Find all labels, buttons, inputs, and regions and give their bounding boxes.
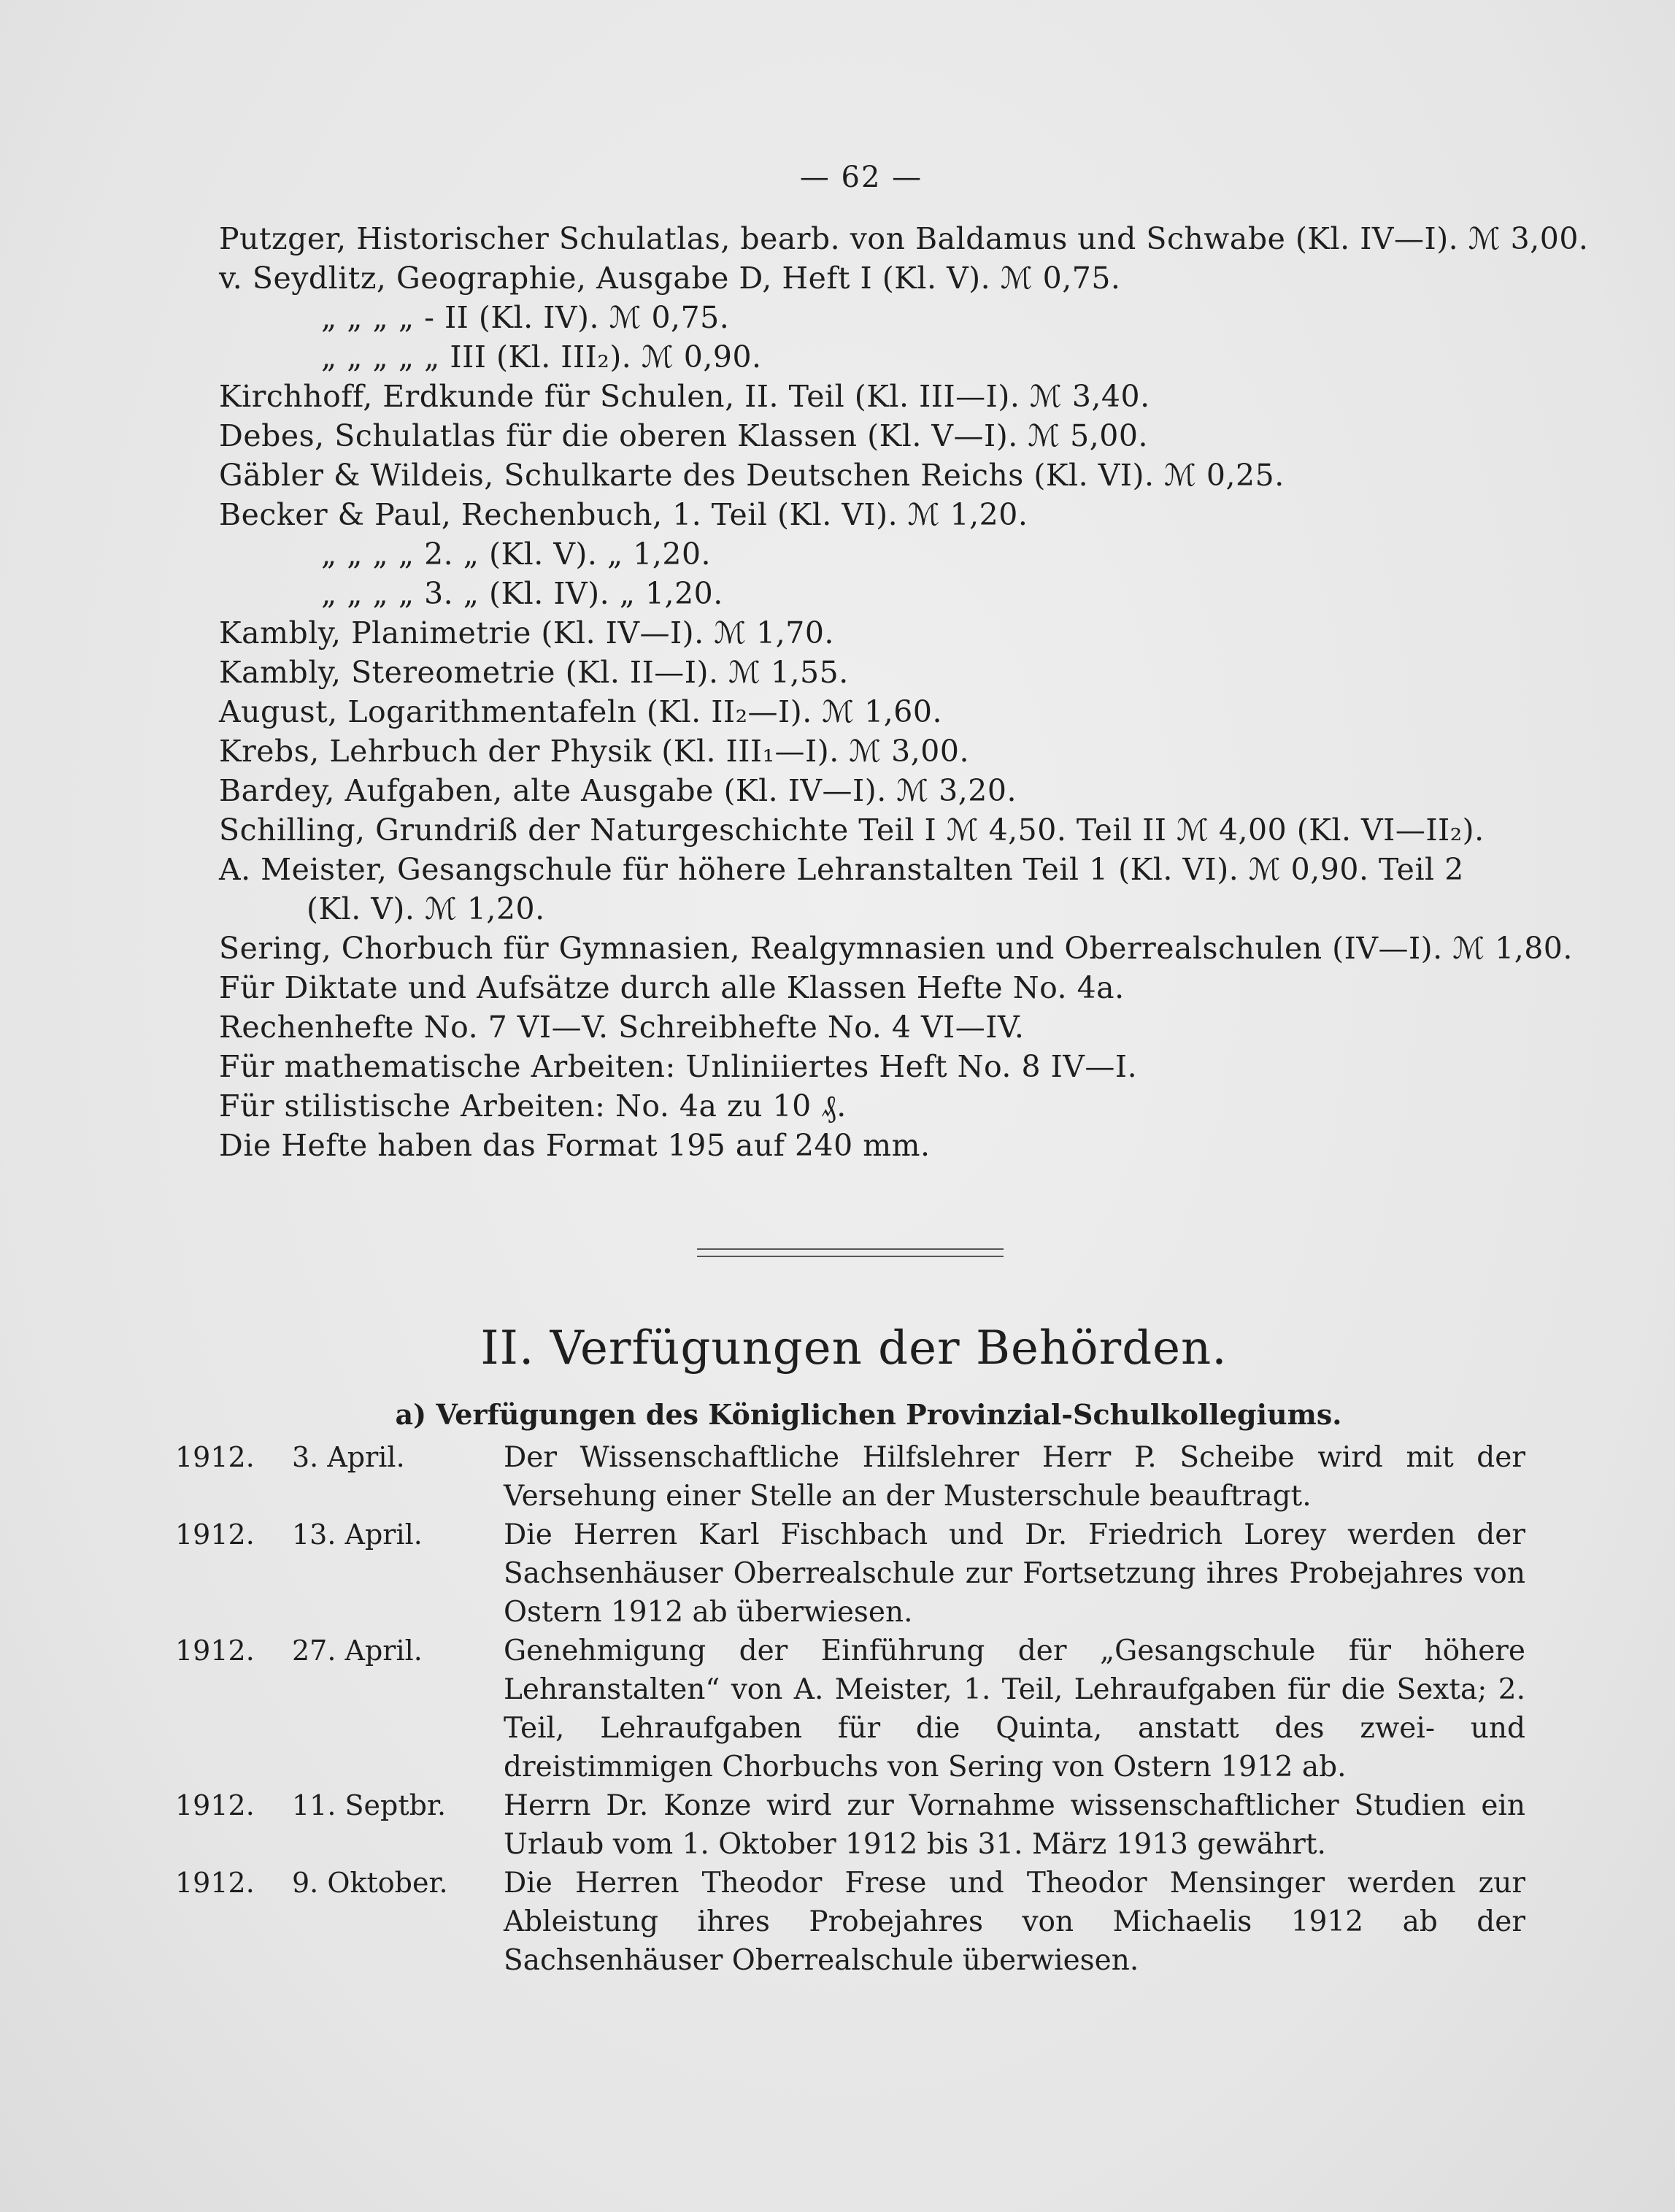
- decree-year: 1912.: [175, 1867, 255, 1899]
- decree-date: 3. April.: [292, 1441, 405, 1473]
- book-list-line: Für mathematische Arbeiten: Unliniiertes Heft No. 8 IV—I.: [219, 1049, 1138, 1084]
- decree-entry: [175, 1632, 1525, 1786]
- decree-date: 13. April.: [292, 1518, 423, 1551]
- book-list-line: Kambly, Stereometrie (Kl. II—I). ℳ 1,55.: [219, 655, 849, 690]
- section-divider: [697, 1248, 1004, 1257]
- subsection-title: a) Verfügungen des Königlichen Provinzial-Schulkollegiums.: [395, 1398, 1342, 1431]
- decree-entry: [175, 1438, 1525, 1516]
- decree-date: 9. Oktober.: [292, 1867, 448, 1899]
- book-list-line: Kambly, Planimetrie (Kl. IV—I). ℳ 1,70.: [219, 615, 834, 650]
- book-list-line: v. Seydlitz, Geographie, Ausgabe D, Heft I (Kl. V). ℳ 0,75.: [219, 261, 1121, 296]
- decree-text: Genehmigung der Einführung der „Gesangschule für höhere Lehranstalten“ von A. Meister, 1. Teil, Lehraufgaben für die Sexta; 2. Teil, Lehraufgaben für die Quinta, anstatt des zwei- und dreistimmigen Chorbuchs von Sering von Ostern 1912 ab.: [504, 1635, 1525, 1783]
- book-list: [219, 219, 1589, 1165]
- decree-year: 1912.: [175, 1635, 255, 1667]
- decree-text: Herrn Dr. Konze wird zur Vornahme wissenschaftlicher Studien ein Urlaub vom 1. Oktober 1912 bis 31. März 1913 gewährt.: [504, 1789, 1525, 1861]
- decree-text: Die Herren Karl Fischbach und Dr. Friedrich Lorey werden der Sachsenhäuser Oberrealschule zur Fortsetzung ihres Probejahres von Ostern 1912 ab überwiesen.: [504, 1518, 1525, 1629]
- book-list-line: A. Meister, Gesangschule für höhere Lehranstalten Teil 1 (Kl. VI). ℳ 0,90. Teil 2: [219, 852, 1464, 887]
- book-list-line: Rechenhefte No. 7 VI—V. Schreibhefte No. 4 VI—IV.: [219, 1010, 1025, 1045]
- decree-year: 1912.: [175, 1518, 255, 1551]
- book-list-line: Die Hefte haben das Format 195 auf 240 mm.: [219, 1128, 931, 1163]
- book-list-line: Für stilistische Arbeiten: No. 4a zu 10 ₰.: [219, 1088, 847, 1124]
- book-list-line: Krebs, Lehrbuch der Physik (Kl. III₁—I). ℳ 3,00.: [219, 734, 969, 769]
- book-list-line: August, Logarithmentafeln (Kl. II₂—I). ℳ 1,60.: [219, 694, 942, 729]
- decree-list: [175, 1438, 1525, 1980]
- decree-year: 1912.: [175, 1441, 255, 1473]
- decree-text: Der Wissenschaftliche Hilfslehrer Herr P. Scheibe wird mit der Versehung einer Stelle an der Musterschule beauftragt.: [504, 1441, 1525, 1513]
- decree-date: 11. Septbr.: [292, 1789, 447, 1821]
- book-list-line: Gäbler & Wildeis, Schulkarte des Deutschen Reichs (Kl. VI). ℳ 0,25.: [219, 458, 1285, 493]
- book-list-line: Kirchhoff, Erdkunde für Schulen, II. Teil (Kl. III—I). ℳ 3,40.: [219, 379, 1150, 414]
- book-list-line: Schilling, Grundriß der Naturgeschichte Teil I ℳ 4,50. Teil II ℳ 4,00 (Kl. VI—II₂).: [219, 813, 1485, 848]
- page-number: — 62 —: [799, 161, 923, 194]
- book-list-line: Bardey, Aufgaben, alte Ausgabe (Kl. IV—I). ℳ 3,20.: [219, 773, 1017, 808]
- decree-date: 27. April.: [292, 1635, 423, 1667]
- book-list-line: „ „ „ „ - II (Kl. IV). ℳ 0,75.: [321, 300, 730, 335]
- book-list-line: Für Diktate und Aufsätze durch alle Klassen Hefte No. 4a.: [219, 970, 1125, 1005]
- book-list-line: Putzger, Historischer Schulatlas, bearb. von Baldamus und Schwabe (Kl. IV—I). ℳ 3,00.: [219, 221, 1589, 256]
- section-title: II. Verfügungen der Behörden.: [480, 1321, 1228, 1375]
- decree-year: 1912.: [175, 1789, 255, 1821]
- decree-entry: [175, 1864, 1525, 1980]
- book-list-line: Sering, Chorbuch für Gymnasien, Realgymnasien und Oberrealschulen (IV—I). ℳ 1,80.: [219, 931, 1573, 966]
- decree-entry: [175, 1516, 1525, 1632]
- book-list-line: Becker & Paul, Rechenbuch, 1. Teil (Kl. VI). ℳ 1,20.: [219, 497, 1028, 532]
- decree-entry: [175, 1786, 1525, 1864]
- book-list-line: „ „ „ „ 3. „ (Kl. IV). „ 1,20.: [321, 576, 723, 611]
- book-list-line: (Kl. V). ℳ 1,20.: [307, 891, 545, 926]
- book-list-line: „ „ „ „ 2. „ (Kl. V). „ 1,20.: [321, 537, 712, 572]
- book-list-line: „ „ „ „ „ III (Kl. III₂). ℳ 0,90.: [321, 339, 762, 375]
- book-list-line: Debes, Schulatlas für die oberen Klassen (Kl. V—I). ℳ 5,00.: [219, 418, 1148, 453]
- decree-text: Die Herren Theodor Frese und Theodor Mensinger werden zur Ableistung ihres Probejahres von Michaelis 1912 ab der Sachsenhäuser Oberrealschule überwiesen.: [504, 1867, 1525, 1977]
